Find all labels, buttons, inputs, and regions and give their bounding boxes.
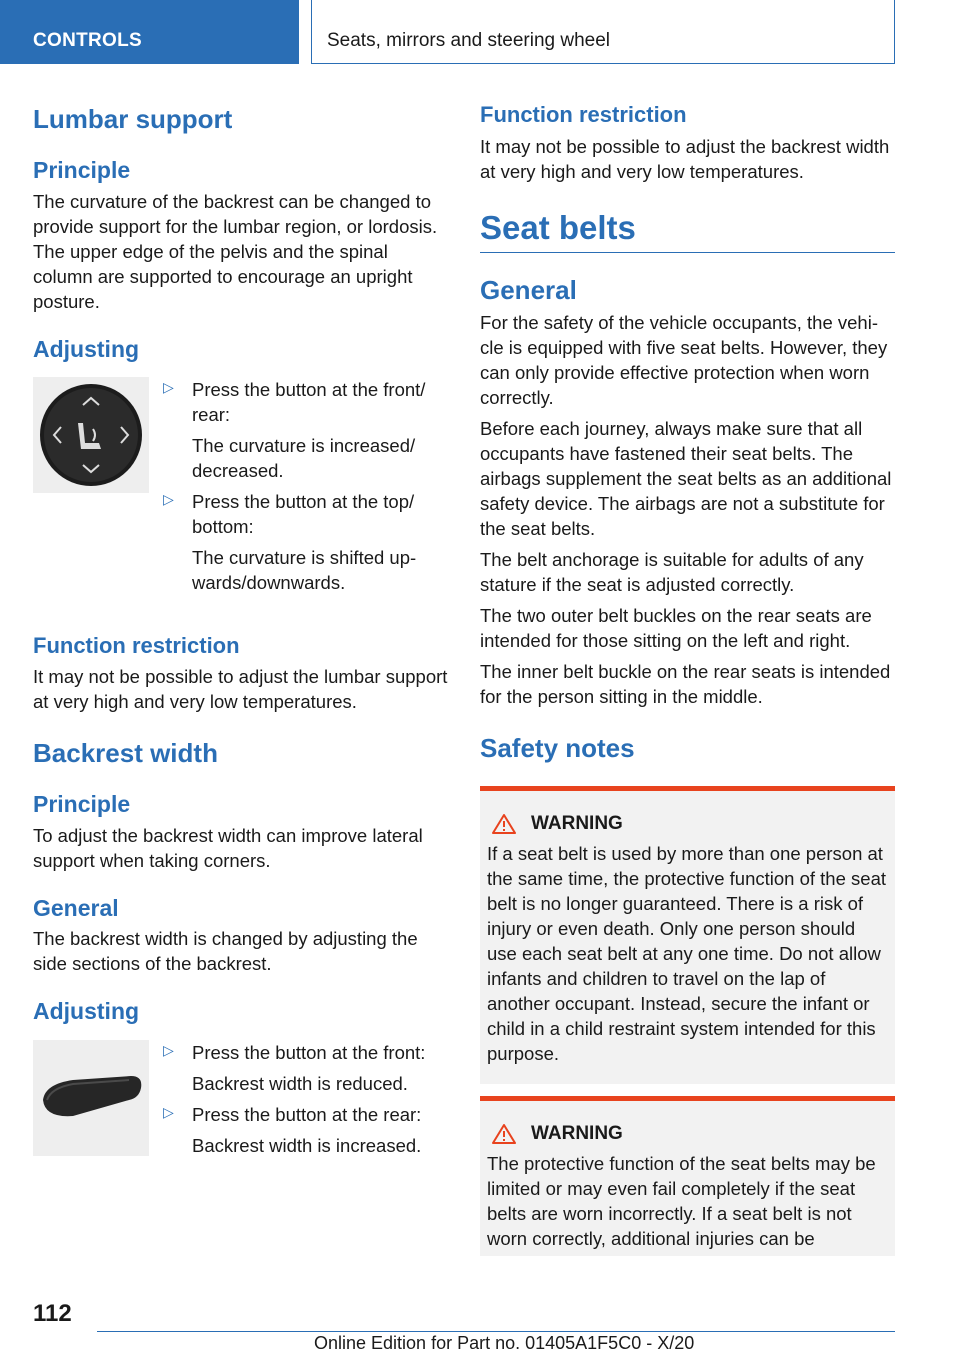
warning-text: If a seat belt is used by more than one person at the same time, the protective function of the seat belt is no longer guaranteed. There is a risk of injury or even death. Only one person should use each seat belt at any one time. Do not allow infants and children to travel on the lap of another occupant. Instead, secure the infant or child in a child restraint system intended for this purpose.: [487, 843, 886, 1065]
edition-text: Online Edition for Part no. 01405A1F5C0 - X/20: [314, 1333, 695, 1353]
list-item: [161, 1102, 448, 1158]
step-result: The curvature is increased/ decreased.: [192, 435, 416, 482]
chapter-title: Seats, mirrors and steering wheel: [327, 30, 611, 51]
chapter-tab: [311, 0, 895, 64]
lumbar-steps-list: [161, 377, 448, 601]
warning-header: [487, 1123, 887, 1145]
backrest-general-heading: General: [33, 894, 119, 921]
seat-belts-title-block: [480, 208, 895, 253]
general-paragraph: The belt anchorage is suitable for adults of any stature if the seat is adjusted correctly.: [480, 549, 864, 596]
lumbar-adjusting-heading: Adjusting: [33, 335, 140, 362]
triangle-bullet-icon: ▷: [163, 379, 174, 396]
warning-text: The protective function of the seat belts may be limited or may even fail completely if the seat belts are worn incorrectly. If a seat belt is not worn correctly, additional injuries can be: [487, 1153, 876, 1250]
warning-header: [487, 813, 887, 835]
backrest-principle-heading: Principle: [33, 790, 131, 817]
backrest-width-heading: Backrest width: [33, 737, 218, 768]
lumbar-adjusting-block: [33, 377, 448, 601]
right-column: [480, 100, 895, 1256]
backrest-restriction-heading: Function restriction: [480, 102, 687, 127]
seatbelts-general-heading: General: [480, 274, 577, 305]
step-result: The curvature is shifted upwards/downwards.: [192, 547, 417, 594]
warning-box: [480, 1096, 895, 1256]
step-result: Backrest width is increased.: [192, 1134, 422, 1156]
warning-box: [480, 786, 895, 1084]
triangle-bullet-icon: ▷: [163, 1041, 174, 1058]
list-item: [161, 1040, 448, 1096]
general-paragraph: Before each journey, always make sure that all occupants have fastened their seat belts. The airbags supplement the seat belts as an additional safety device. The airbags are not a substitute for the seat belts.: [480, 418, 892, 540]
lumbar-restriction-text: It may not be possible to adjust the lumbar support at very high and very low temperatures.: [33, 665, 448, 712]
list-item: [161, 377, 448, 483]
list-item: [161, 489, 448, 595]
step-action: Press the button at the front:: [192, 1041, 426, 1063]
lumbar-support-heading: Lumbar support: [33, 104, 233, 134]
backrest-adjusting-block: [33, 1040, 448, 1164]
section-title: CONTROLS: [33, 30, 143, 51]
triangle-bullet-icon: ▷: [163, 491, 174, 508]
general-paragraph: For the safety of the vehicle occupants, the vehicle is equipped with five seat belts. However, they can only provide effective protection when worn correctly.: [480, 312, 888, 409]
lumbar-restriction-heading: Function restriction: [33, 633, 240, 659]
lumbar-control-icon: [33, 377, 149, 493]
backrest-general-text: The backrest width is changed by adjusting the side sections of the backrest.: [33, 928, 418, 975]
step-action: Press the button at the rear:: [192, 1103, 422, 1125]
backrest-steps-list: [161, 1040, 448, 1164]
lumbar-button-image: [33, 377, 149, 493]
seat-belts-heading: Seat belts: [480, 209, 636, 247]
backrest-width-control-icon: [33, 1040, 149, 1156]
step-action: Press the button at the front/ rear:: [192, 379, 426, 426]
step-result: Backrest width is reduced.: [192, 1072, 408, 1094]
warning-triangle-icon: [491, 813, 517, 835]
backrest-button-image: [33, 1040, 149, 1156]
backrest-restriction-text: It may not be possible to adjust the backrest width at very high and very low temperatures.: [480, 136, 890, 183]
step-action: Press the button at the top/ bottom:: [192, 491, 415, 538]
warning-label: WARNING: [531, 813, 623, 835]
left-column: [33, 100, 448, 1164]
page-number: 112: [33, 1300, 72, 1327]
triangle-bullet-icon: ▷: [163, 1103, 174, 1120]
lumbar-principle-text: The curvature of the backrest can be changed to provide support for the lumbar region, or lordosis. The upper edge of the pelvis and the spinal column are supported to encourage an upright posture.: [33, 190, 438, 312]
warning-triangle-icon: [491, 1123, 517, 1145]
safety-notes-heading: Safety notes: [480, 733, 635, 764]
general-paragraph: The inner belt buckle on the rear seats is intended for the person sitting in the middle.: [480, 661, 891, 708]
general-paragraph: The two outer belt buckles on the rear seats are intended for those sitting on the left and right.: [480, 605, 872, 652]
backrest-principle-text: To adjust the backrest width can improve lateral support when taking corners.: [33, 824, 423, 871]
lumbar-principle-heading: Principle: [33, 157, 131, 184]
warning-label: WARNING: [531, 1123, 623, 1145]
section-tab: [0, 0, 299, 64]
footer-divider: [97, 1331, 895, 1332]
backrest-adjusting-heading: Adjusting: [33, 998, 140, 1025]
